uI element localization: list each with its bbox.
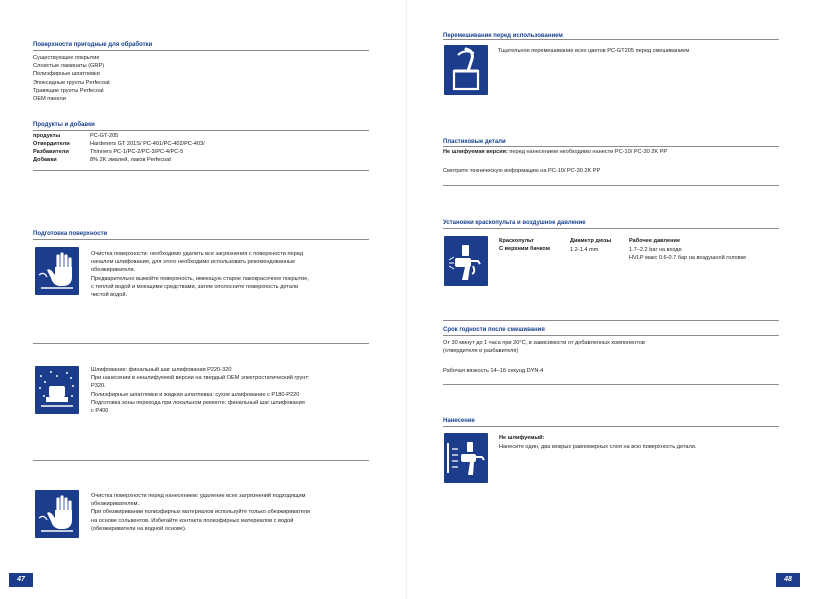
plastic-bottom-rule xyxy=(443,185,779,186)
potlife-line-1: От 30 минут до 1 часа при 20°C, в зависимости от добавленных компонентов xyxy=(443,340,645,346)
prep-block-3 xyxy=(91,492,310,533)
surfaces-title: Поверхности пригодные для обработки xyxy=(33,42,153,48)
page-number-left: 47 xyxy=(9,573,33,587)
plastic-line-1-label: Не шлифуемая версия: xyxy=(443,149,508,155)
nozzle-value: 1.2-1.4 mm xyxy=(570,247,599,253)
potlife-bottom-rule xyxy=(443,384,779,385)
products-rule xyxy=(33,130,369,131)
page-number-right: 48 xyxy=(776,573,800,587)
prep-line: обезжиривателем. xyxy=(91,501,140,508)
prep-line: Очистка поверхности: необходимо удалить все загрязнения с поверхности перед xyxy=(91,251,303,257)
product-key: Разбавители xyxy=(33,149,69,155)
prep-line: началом шлифования, для этого необходимо использовать рекомендованные xyxy=(91,259,296,266)
plastic-rule xyxy=(443,146,779,147)
prep-block-2 xyxy=(91,366,309,415)
gun-title: Установки краскопульта и воздушное давление xyxy=(443,220,586,226)
application-line-1: Не шлифуемый: xyxy=(499,435,545,441)
products-bottom-rule xyxy=(33,170,369,171)
surface-item: Травящие грунты Perfecoat xyxy=(33,87,104,94)
prep-line: (обезжириватели на водной основе). xyxy=(91,525,187,532)
product-key: Отвердители xyxy=(33,141,70,147)
sanding-icon xyxy=(35,366,79,414)
mixing-text: Тщательное перемешивание всех цветов PC-GT205 перед смешиванием xyxy=(498,48,690,54)
surfaces-list xyxy=(33,54,110,103)
product-value: PC-GT-205 xyxy=(90,133,119,139)
prep-block-1 xyxy=(91,250,309,299)
prep-line: с теплой водой и моющими средствами, затем ополосните поверхность детали xyxy=(91,283,299,290)
product-value: Hardeners GT 201S/ PC-401/PC-402/PC-403/ xyxy=(90,141,205,147)
surface-item: OEM панели xyxy=(33,96,66,103)
gun-type-header: Краскопульт xyxy=(499,238,534,244)
surface-item: Слоистые ламинаты (GRP) xyxy=(33,63,105,70)
products-title: Продукты и добавки xyxy=(33,122,95,128)
prep-rule xyxy=(33,239,369,240)
prep-block-1-rule xyxy=(33,343,369,344)
plastic-line-1 xyxy=(443,148,667,156)
prep-line: Полиэфирные шпатлевки и жидкая шпатлевка: сухое шлифование с P180-P220 xyxy=(91,391,300,398)
product-key: продукты xyxy=(33,133,61,139)
application-rule xyxy=(443,426,779,427)
gloved-hand-cleaning-icon xyxy=(35,247,79,295)
surface-item: Эпоксидные грунты Perfecoat xyxy=(33,79,110,86)
prep-line: обезжириватели. xyxy=(91,267,136,274)
surfaces-rule xyxy=(33,50,369,51)
potlife-rule xyxy=(443,335,779,336)
gun-type-value: С верхним бачком xyxy=(499,246,550,252)
prep-line: чистой водой. xyxy=(91,292,128,299)
application-title: Нанесение xyxy=(443,418,475,424)
mixing-title: Перемешивание перед использованием xyxy=(443,33,563,39)
mixing-rule xyxy=(443,39,779,40)
prep-line: Предварительно вымойте поверхность, имеющую старое лакокрасочное покрытие, xyxy=(91,275,309,282)
nozzle-header: Диаметр дюзы xyxy=(570,238,612,244)
gloved-hand-degreasing-icon xyxy=(35,490,79,538)
surface-item: Существующее покрытие xyxy=(33,55,100,61)
prep-block-2-rule xyxy=(33,460,369,461)
spray-gun-icon xyxy=(444,236,488,286)
product-value: 8% 2K эмалей, лаков Perfecoat xyxy=(90,157,171,163)
potlife-line-2: (отвердителя и разбавителя) xyxy=(443,348,519,354)
prep-line: с P400 xyxy=(91,408,109,415)
prep-line: Шлифование: финальный шаг шлифования P220-320 xyxy=(91,367,232,373)
page-spread-divider xyxy=(406,0,407,599)
plastic-title: Пластиковые детали xyxy=(443,139,506,145)
prep-line: на основе сольвентов. Избегайте контакта полиэфирных материалов с водой xyxy=(91,517,294,524)
stirring-can-icon xyxy=(444,45,488,95)
prep-line: Очистка поверхности перед нанесением: удаление всех загрязнений подходящим xyxy=(91,493,306,499)
product-key: Добавки xyxy=(33,157,57,163)
plastic-line-1-text: перед нанесением необходимо нанести PC-10/ PC-30 2K PP xyxy=(507,149,668,155)
prep-title: Подготовка поверхности xyxy=(33,231,108,237)
prep-line: При нанесении в нешлифуемой версии на твердый OEM электростатический грунт: xyxy=(91,375,310,382)
gun-bottom-rule xyxy=(443,320,779,321)
surface-item: Полиэфирные шпатлевки xyxy=(33,71,100,78)
spray-application-icon xyxy=(444,433,488,483)
prep-line: Подготовка зоны перехода при локальном ремонте: финальный шаг шлифования xyxy=(91,399,305,406)
products-table xyxy=(33,133,333,173)
gun-rule xyxy=(443,228,779,229)
pressure-line-1: 1.7–2.2 bar на входе xyxy=(629,247,682,253)
prep-line: При обезжиривании полиэфирных материалов используйте только обезжириватели xyxy=(91,509,311,516)
potlife-line-3: Рабочая вязкость 14–16 секунд DYN-4 xyxy=(443,368,544,374)
application-line-2: Нанесите один, два мокрых равномерных слоя на всю поверхность детали. xyxy=(499,444,697,450)
plastic-line-2: Смотрите техническую информацию на PC-10/ PC-30 2K PP xyxy=(443,168,601,174)
pressure-line-2: HVLP макс 0.6-0.7 бар на воздушной головке xyxy=(629,255,747,261)
product-value: Thinners PC-1/PC-2/PC-3/PC-4/PC-5 xyxy=(90,149,184,155)
prep-line: P320. xyxy=(91,383,106,390)
potlife-title: Срок годности после смешивания xyxy=(443,327,545,333)
pressure-header: Рабочее давление xyxy=(629,238,681,244)
